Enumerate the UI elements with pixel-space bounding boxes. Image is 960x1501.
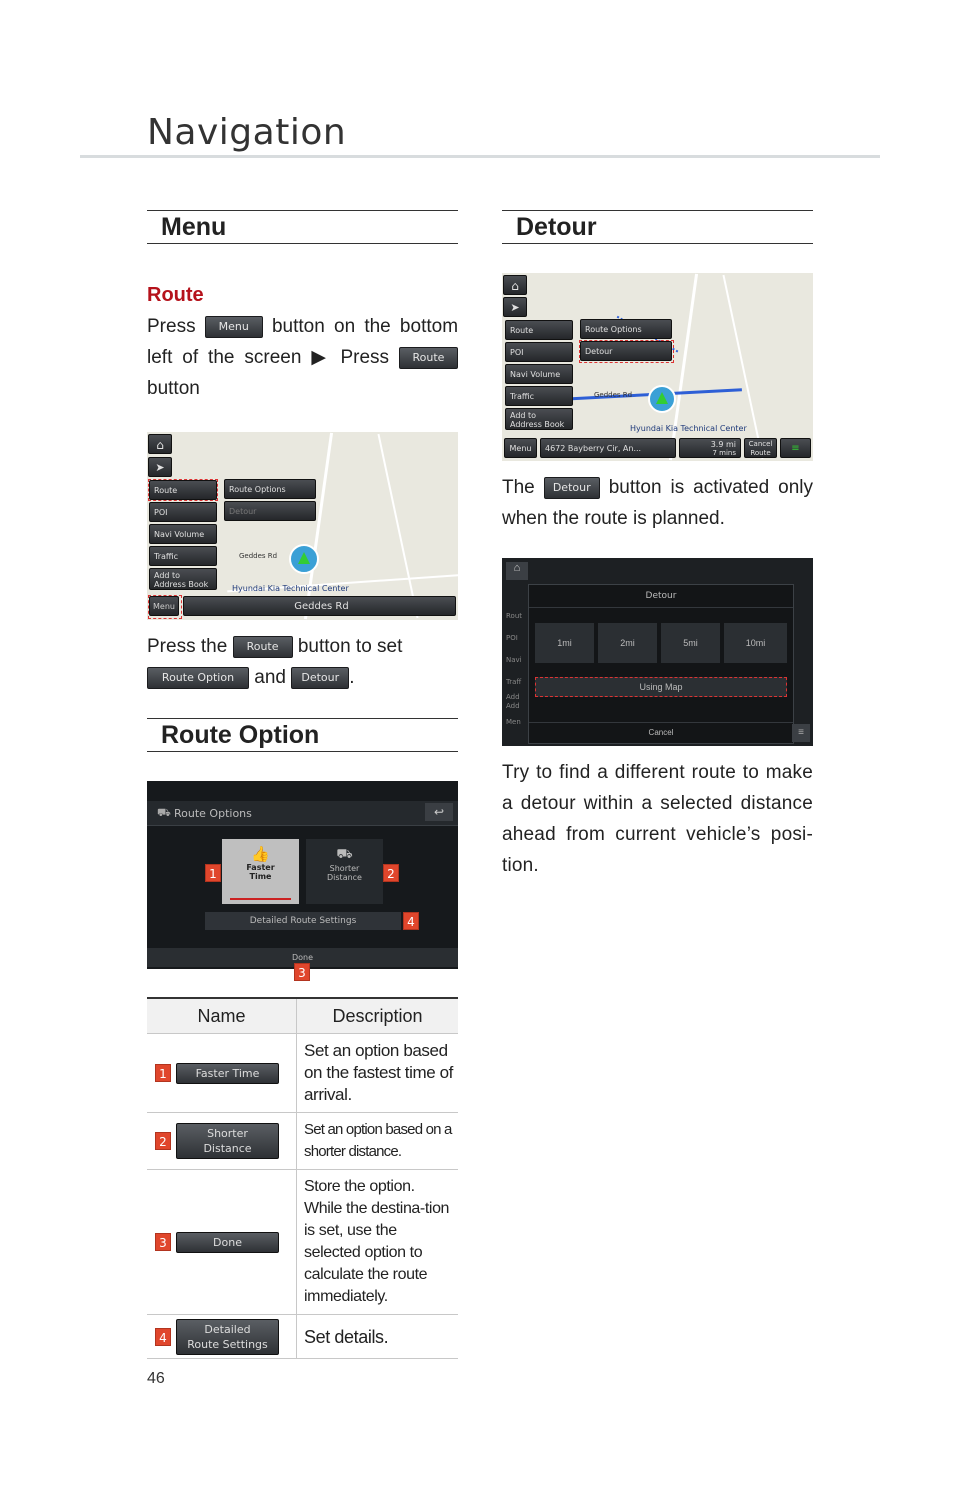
period-text: . [349,667,355,688]
menu-screen-button[interactable]: Menu [504,438,537,458]
distance-option-2mi[interactable]: 2mi [598,623,657,663]
detour-section-heading [502,210,813,244]
faster-label-1: Faster [246,863,275,872]
distance-option-5mi[interactable]: 5mi [661,623,720,663]
table-row [147,1315,458,1359]
route-options-titlebar [147,801,458,826]
traffic-button[interactable]: Traffic [505,386,573,406]
set-text-2: button to set [297,636,403,657]
row-number: 2 [155,1132,171,1150]
faster-time-button-label: Faster Time [176,1063,279,1084]
side-label: Rout [506,612,523,620]
row-desc: Set an option based on the fastest time of arrival. [297,1034,459,1113]
intro-end-text: button [147,378,200,399]
chapter-divider [80,155,880,158]
route-button-inline: Route [399,347,458,369]
faster-time-option[interactable] [222,839,299,904]
vehicle-position-icon [648,385,676,413]
route-options-screenshot [147,781,458,969]
car-route-icon: ⛟ [157,806,171,819]
row-number: 4 [155,1328,171,1346]
and-text: and [254,667,286,688]
back-icon[interactable]: ↩ [425,803,453,821]
menu-section-heading [147,210,458,244]
distance-option-10mi[interactable]: 10mi [724,623,787,663]
detour-dialog-title: Detour [529,585,793,608]
row-desc: Set details. [297,1315,459,1359]
btn-line-1: Shorter [207,1127,248,1140]
side-label: Men [506,718,521,726]
highlight-detour [579,340,674,363]
table-row [147,1113,458,1170]
vehicle-position-icon [289,544,319,574]
menu-screenshot [147,432,458,620]
btn-line-2: Route Settings [187,1337,268,1351]
route-option-heading-text: Route Option [161,721,320,749]
menu-screen-button[interactable]: Menu [149,596,179,616]
route-set-paragraph [147,631,458,693]
route-subheading: Route [147,284,204,306]
row-desc: Store the option. While the destina-tion is set, use the selected option to calculate the route immediately. [297,1170,459,1315]
traffic-button[interactable]: Traffic [149,546,217,566]
road-label: Geddes Rd [594,391,633,399]
route-options-button[interactable]: Route Options [580,319,672,339]
detour-activation-paragraph [502,472,813,534]
header-description: Description [297,998,459,1034]
road-label: Geddes Rd [239,552,278,560]
thumbs-up-icon: 👍 [251,845,270,863]
highlight-menu [148,595,182,619]
btn-line-1: Detailed [204,1322,251,1336]
shorter-distance-button-label [176,1123,279,1159]
detour-text-2: button is activated only when the route is planned. [502,477,814,529]
selected-indicator [230,898,291,900]
detour-heading-text: Detour [516,213,597,241]
intro-mid-text: button on the bottom left of the screen ▶ Press [147,316,459,368]
route-options-title: Route Options [174,807,252,820]
time-value: 7 mins [712,449,736,457]
detour-body-paragraph: Try to find a different route to make a detour within a selected distance ahead from current vehicle’s posi-tion. [502,762,813,876]
cancel-route-button[interactable] [744,438,777,458]
shorter-label-1: Shorter [329,864,360,873]
home-icon[interactable]: ⌂ [503,275,527,295]
set-text-1: Press the [147,636,228,657]
btn-line-2: Distance [203,1142,252,1155]
place-label: Hyundai Kia Technical Center [630,424,747,433]
poi-menu-button[interactable]: POI [505,342,573,362]
route-intro-paragraph [147,311,458,404]
home-icon: ⌂ [506,562,528,580]
map-road [377,434,418,618]
done-button[interactable]: Done [147,948,458,967]
compass-icon[interactable]: ➤ [503,297,527,317]
route-option-button-inline: Route Option [147,667,249,689]
shorter-distance-option[interactable] [306,839,383,904]
background-side-menu [506,605,528,735]
cancel-line-2: Route [750,449,771,457]
callout-3: 3 [294,963,310,981]
home-icon[interactable]: ⌂ [148,434,172,454]
row-number: 1 [155,1064,171,1082]
done-button-label: Done [176,1232,279,1253]
current-road-bar: Geddes Rd [183,596,456,616]
page-number: 46 [147,1370,165,1387]
navi-volume-button[interactable]: Navi Volume [505,364,573,384]
header-name: Name [147,998,297,1034]
detailed-route-settings-button-label [176,1319,279,1355]
detour-text-1: The [502,477,535,498]
row-name-cell [147,1113,297,1170]
destination-address-bar: 4672 Bayberry Cir, An... [540,438,676,458]
chapter-title: Navigation [147,112,347,153]
route-option-section-heading [147,718,458,752]
route-button-inline-2: Route [233,636,293,658]
using-map-button[interactable]: Using Map [535,677,787,697]
detour-dialog [528,584,794,744]
detour-menu-button[interactable]: Detour [580,341,672,361]
row-desc: Set an option based on a shorter distance. [297,1113,459,1170]
highlight-route [148,479,218,501]
menu-button-inline: Menu [205,316,263,338]
compass-icon[interactable]: ➤ [148,457,172,477]
navi-volume-button[interactable]: Navi Volume [149,524,217,544]
detour-dialog-screenshot [502,558,813,746]
add-address-book-button[interactable]: Add to Address Book [505,408,573,430]
detour-button-inline-2: Detour [544,477,600,499]
distance-time-box [679,438,741,458]
route-options-button[interactable]: Route Options [224,479,316,499]
cancel-line-1: Cancel [748,440,773,448]
route-menu-button[interactable]: Route [505,320,573,340]
add-address-book-button[interactable]: Add to Address Book [149,568,217,590]
detour-menu-screenshot [502,273,813,461]
car-icon: ⛟ [336,847,353,862]
side-label: Traff [506,678,522,686]
detour-button-inline: Detour [291,667,349,689]
route-menu-button[interactable]: Route [149,480,217,500]
poi-menu-button[interactable]: POI [149,502,217,522]
table-row [147,1170,458,1315]
callout-4: 4 [403,912,419,930]
row-name-cell [147,1034,297,1113]
place-label: Hyundai Kia Technical Center [232,584,349,593]
detour-button-disabled: Detour [224,501,316,521]
list-icon[interactable]: ≡ [780,438,811,458]
table-row [147,1034,458,1113]
list-icon: ≡ [792,724,810,742]
row-number: 3 [155,1233,171,1251]
route-option-table [147,997,458,1359]
menu-heading-text: Menu [161,213,227,241]
side-label: POI [506,634,518,642]
intro-press-text: Press [147,316,196,337]
row-name-cell [147,1170,297,1315]
distance-option-1mi[interactable]: 1mi [535,623,594,663]
row-name-cell [147,1315,297,1359]
cancel-button[interactable]: Cancel [529,722,793,743]
table-header-row [147,998,458,1034]
detailed-route-settings-button[interactable]: Detailed Route Settings [205,912,401,930]
side-label: Navi [506,656,522,664]
side-label: Add Add [506,693,520,710]
distance-value: 3.9 mi [710,440,736,449]
callout-2: 2 [383,864,399,882]
faster-label-2: Time [249,872,272,881]
callout-1: 1 [205,864,221,882]
shorter-label-2: Distance [327,873,362,882]
